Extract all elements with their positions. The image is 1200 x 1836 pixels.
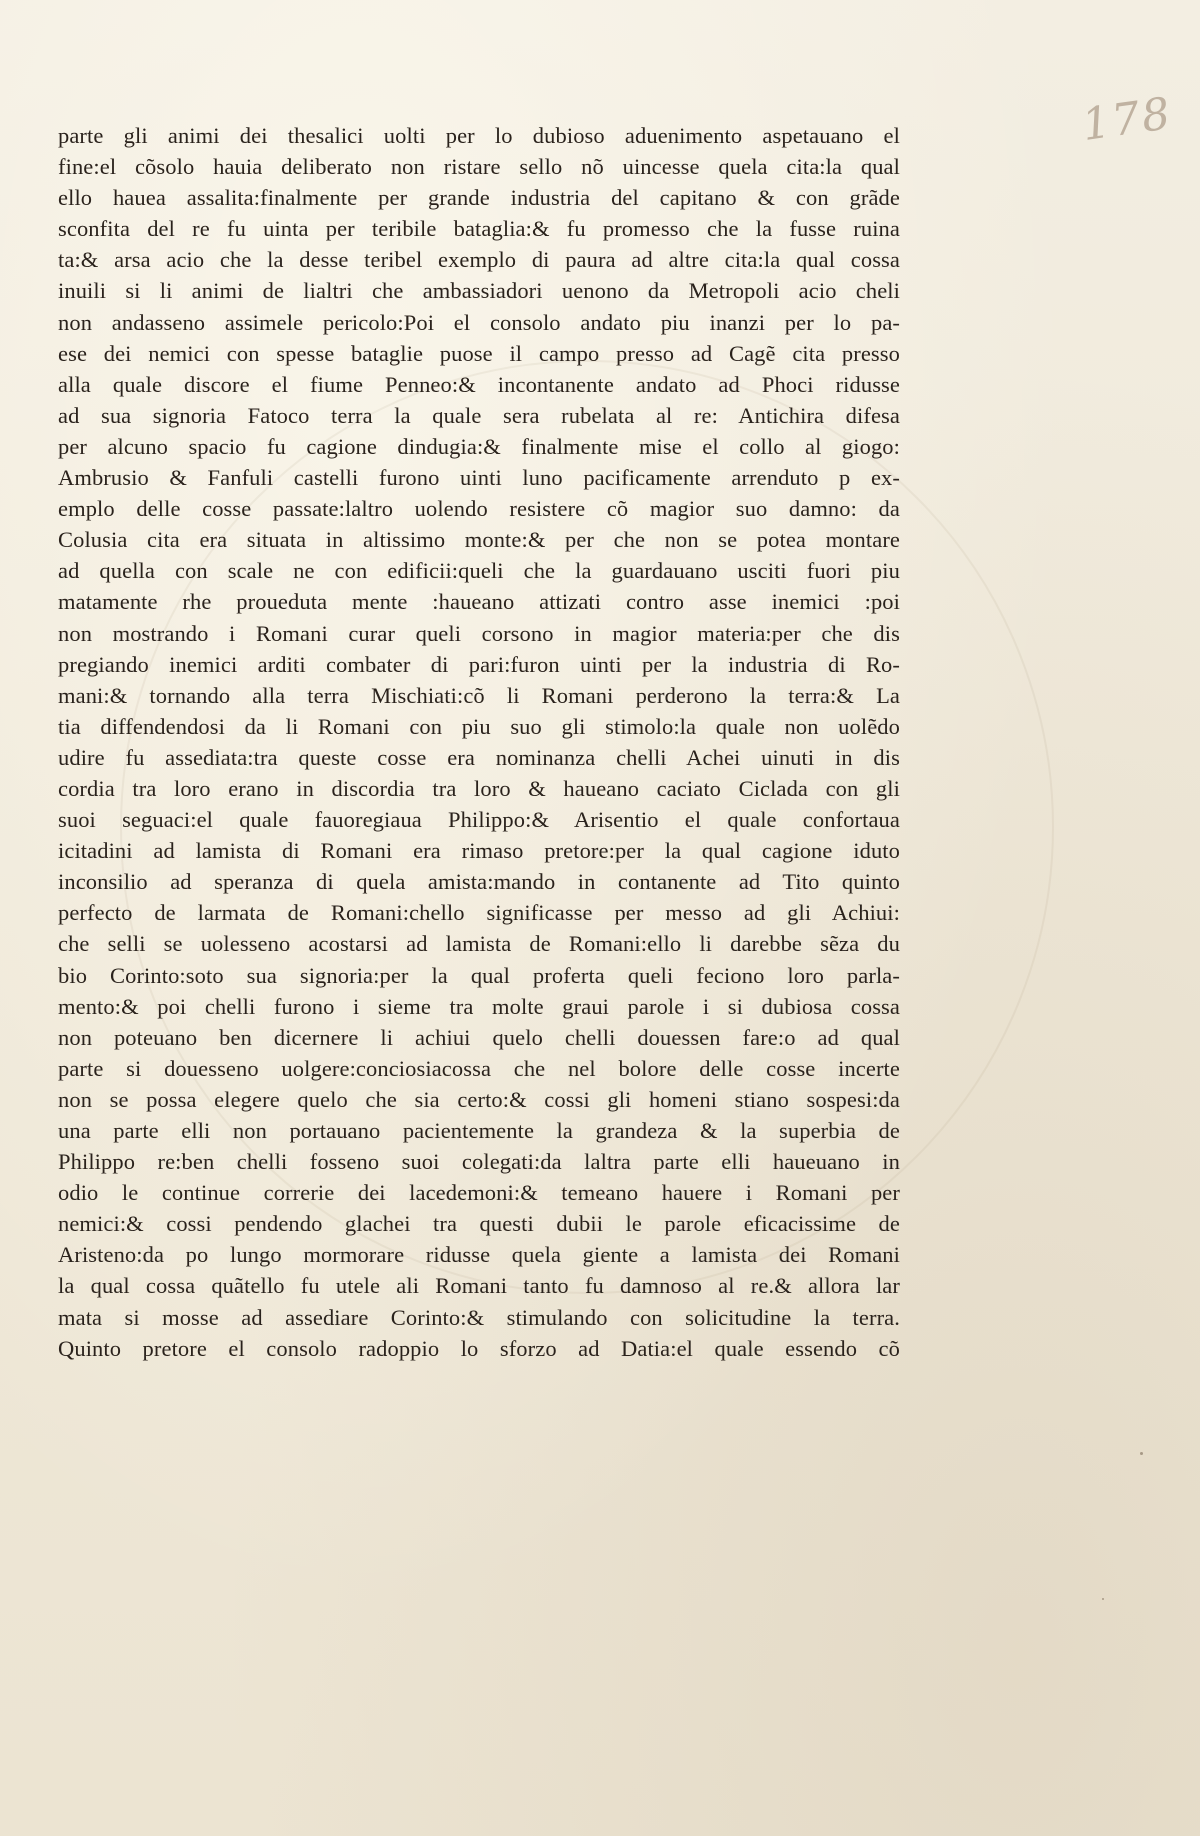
text-line: per alcuno spacio fu cagione dindugia:& finalmente mise el collo al giogo: (58, 433, 900, 459)
text-line: parte si douesseno uolgere:conciosiacossa che nel bolore delle cosse incerte (58, 1055, 900, 1081)
text-line: cordia tra loro erano in discordia tra loro & haueano caciato Ciclada con gli (58, 775, 900, 801)
text-line: mani:& tornando alla terra Mischiati:cõ li Romani perderono la terra:& La (58, 682, 900, 708)
text-line: nemici:& cossi pendendo glachei tra questi dubii le parole eficacissime de (58, 1211, 900, 1237)
text-line: odio le continue correrie dei lacedemoni:& temeano hauere i Romani per (58, 1180, 900, 1206)
ink-speck (1102, 1598, 1104, 1600)
text-line: fine:el cõsolo hauia deliberato non ristare sello nõ uincesse quela cita:la qual (58, 154, 900, 180)
text-line: sconfita del re fu uinta per teribile bataglia:& fu promesso che la fusse ruina (58, 216, 900, 242)
text-line: che selli se uolesseno acostarsi ad lamista de Romani:ello li darebbe sẽza du (58, 931, 900, 957)
text-line: ad quella con scale ne con edificii:queli che la guardauano usciti fuori piu (58, 558, 900, 584)
text-line: non poteuano ben dicernere li achiui quelo chelli douessen fare:o ad qual (58, 1024, 900, 1050)
text-line: alla quale discore el fiume Penneo:& incontanente andato ad Phoci ridusse (58, 371, 900, 397)
text-block (58, 120, 900, 1364)
text-line: mento:& poi chelli furono i sieme tra molte graui parole i si dubiosa cossa (58, 993, 900, 1019)
text-line: non mostrando i Romani curar queli corsono in magior materia:per che dis (58, 620, 900, 646)
text-line: Ambrusio & Fanfuli castelli furono uinti luno pacificamente arrenduto p ex- (58, 465, 900, 491)
text-line: Aristeno:da po lungo mormorare ridusse quela giente a lamista dei Romani (58, 1242, 900, 1268)
ink-speck (1140, 1452, 1143, 1455)
text-line: inconsilio ad speranza di quela amista:mando in contanente ad Tito quinto (58, 869, 900, 895)
text-line: una parte elli non portauano pacientemente la grandeza & la superbia de (58, 1118, 900, 1143)
text-line: ad sua signoria Fatoco terra la quale sera rubelata al re: Antichira difesa (58, 402, 900, 428)
text-line: pregiando inemici arditi combater di pari:furon uinti per la industria di Ro- (58, 651, 900, 677)
text-line: icitadini ad lamista di Romani era rimaso pretore:per la qual cagione iduto (58, 838, 900, 864)
text-line: bio Corinto:soto sua signoria:per la qual proferta queli feciono loro parla- (58, 962, 900, 988)
text-line: matamente rhe proueduta mente :haueano attizati contro asse inemici :poi (58, 589, 900, 615)
text-line: la qual cossa quãtello fu utele ali Romani tanto fu damnoso al re.& allora lar (58, 1273, 900, 1299)
text-line: tia diffendendosi da li Romani con piu suo gli stimolo:la quale non uolẽdo (58, 713, 900, 739)
text-line: parte gli animi dei thesalici uolti per lo dubioso aduenimento aspetauano el (58, 123, 900, 148)
text-line: non se possa elegere quelo che sia certo:& cossi gli homeni stiano sospesi:da (58, 1086, 900, 1112)
text-line: ello hauea assalita:finalmente per grande industria del capitano & con grãde (58, 185, 900, 211)
text-line: Philippo re:ben chelli fosseno suoi colegati:da laltra parte elli haueuano in (58, 1149, 900, 1175)
text-line: ta:& arsa acio che la desse teribel exemplo di paura ad altre cita:la qual cossa (58, 247, 900, 273)
text-line: perfecto de larmata de Romani:chello significasse per messo ad gli Achiui: (58, 900, 900, 926)
text-line: ese dei nemici con spesse bataglie puose il campo presso ad Cagẽ cita presso (58, 340, 900, 366)
text-line: udire fu assediata:tra queste cosse era nominanza chelli Achei uinuti in dis (58, 744, 900, 770)
folio-number: 178 (1078, 87, 1176, 152)
text-line: emplo delle cosse passate:laltro uolendo resistere cõ magior suo damno: da (58, 496, 900, 522)
text-line: Colusia cita era situata in altissimo monte:& per che non se potea montare (58, 527, 900, 553)
text-line: non andasseno assimele pericolo:Poi el consolo andato piu inanzi per lo pa- (58, 309, 900, 335)
text-line: Quinto pretore el consolo radoppio lo sforzo ad Datia:el quale essendo cõ (58, 1335, 900, 1361)
text-line: inuili si li animi de lialtri che ambassiadori uenono da Metropoli acio cheli (58, 278, 900, 304)
text-line: mata si mosse ad assediare Corinto:& stimulando con solicitudine la terra. (58, 1304, 900, 1330)
text-line: suoi seguaci:el quale fauoregiaua Philippo:& Arisentio el quale confortaua (58, 807, 900, 833)
